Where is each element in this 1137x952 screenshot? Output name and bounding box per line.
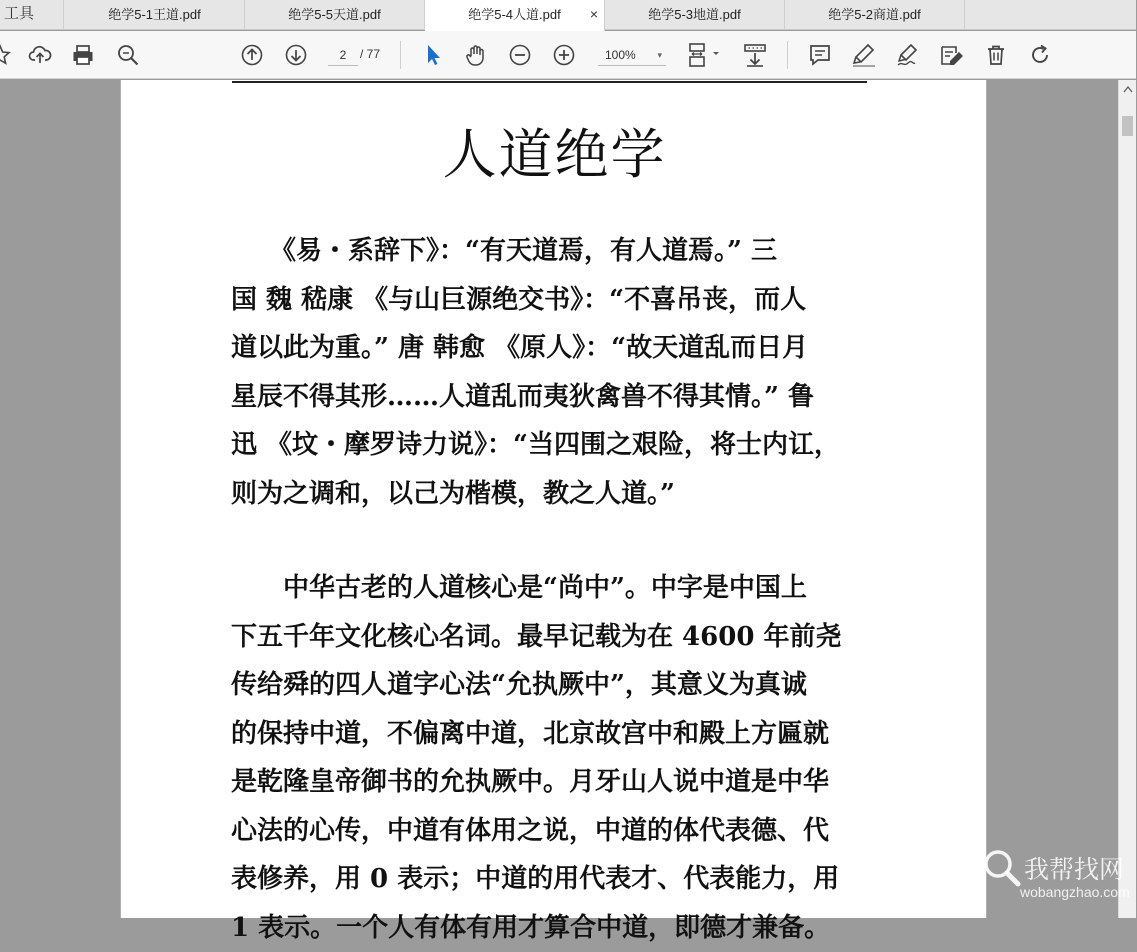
tab-label: 绝学5-5天道.pdf xyxy=(288,7,380,22)
text-line: 是乾隆皇帝御书的允执厥中。月牙山人说中道是中华 xyxy=(231,758,871,807)
document-title: 人道绝学 xyxy=(121,112,988,189)
zoom-value: 100% xyxy=(605,48,636,62)
page-up-icon[interactable] xyxy=(238,41,266,69)
fit-page-icon[interactable] xyxy=(686,41,722,69)
page-down-icon[interactable] xyxy=(282,41,310,69)
site-watermark xyxy=(982,848,1132,910)
tab-document-2[interactable] xyxy=(245,0,425,30)
tab-document-1[interactable] xyxy=(65,0,245,30)
magnifier-logo-icon xyxy=(982,848,1022,888)
tab-document-3-active[interactable] xyxy=(425,0,605,31)
scrollbar-thumb[interactable] xyxy=(1122,116,1133,136)
text-line: 《易・系辞下》：“有天道焉，有人道焉。” 三 xyxy=(231,227,871,276)
select-pointer-icon[interactable] xyxy=(419,41,447,69)
print-icon[interactable] xyxy=(69,41,97,69)
zoom-in-icon[interactable] xyxy=(550,41,578,69)
tab-label: 绝学5-2商道.pdf xyxy=(828,7,920,22)
close-tab-icon[interactable]: × xyxy=(590,0,598,29)
text-line: 则为之调和，以己为楷模，教之人道。” xyxy=(231,470,871,519)
chevron-down-icon: ▾ xyxy=(657,44,662,66)
text-line: 星辰不得其形……人道乱而夷狄禽兽不得其情。” 鲁 xyxy=(231,373,871,422)
text-line: 表修养，用 0 表示；中道的用代表才、代表能力，用 xyxy=(231,855,871,904)
text-line: 中华古老的人道核心是“尚中”。中字是中国上 xyxy=(231,564,871,613)
watermark-url: wobangzhao.com xyxy=(1020,884,1130,900)
tab-bar xyxy=(0,0,1136,30)
zoom-out-icon[interactable] xyxy=(506,41,534,69)
delete-icon[interactable] xyxy=(982,41,1010,69)
text-line: 国 魏 嵇康 《与山巨源绝交书》：“不喜吊丧，而人 xyxy=(231,276,871,325)
scroll-up-icon[interactable] xyxy=(1119,80,1137,98)
toolbar-divider xyxy=(400,41,401,69)
tools-tab[interactable]: 工具 xyxy=(0,0,64,30)
page-total: / 77 xyxy=(360,47,380,61)
text-line: 的保持中道，不偏离中道，北京故宫中和殿上方匾就 xyxy=(231,710,871,759)
tab-label: 绝学5-4人道.pdf xyxy=(468,7,560,22)
tab-label: 绝学5-3地道.pdf xyxy=(648,7,740,22)
zoom-select[interactable] xyxy=(598,44,666,66)
text-line: 下五千年文化核心名词。最早记载为在 4600 年前尧 xyxy=(231,613,871,662)
text-line: 道以此为重。” 唐 韩愈 《原人》：“故天道乱而日月 xyxy=(231,324,871,373)
page-number-input[interactable] xyxy=(328,44,358,66)
upload-icon[interactable] xyxy=(26,41,54,69)
text-line: 1 表示。一个人有体有用才算合中道，即德才兼备。 xyxy=(231,904,871,952)
comment-icon[interactable] xyxy=(806,41,834,69)
watermark-text: 我帮找网 xyxy=(1024,850,1124,886)
search-icon[interactable] xyxy=(114,41,142,69)
scroll-mode-icon[interactable] xyxy=(741,41,769,69)
document-viewport[interactable] xyxy=(0,80,1118,918)
tab-document-5[interactable] xyxy=(785,0,965,30)
vertical-scrollbar[interactable] xyxy=(1118,80,1136,918)
hand-icon[interactable] xyxy=(462,41,490,69)
tab-label: 绝学5-1王道.pdf xyxy=(108,7,200,22)
paragraph-2 xyxy=(231,564,871,952)
tab-document-4[interactable] xyxy=(605,0,785,30)
toolbar-divider xyxy=(787,41,788,69)
pdf-page xyxy=(120,80,987,918)
star-icon[interactable] xyxy=(0,41,14,69)
text-line: 迅 《坟・摩罗诗力说》：“当四围之艰险，将士内讧， xyxy=(231,421,871,470)
edit-icon[interactable] xyxy=(938,41,966,69)
highlight-icon[interactable] xyxy=(850,41,878,69)
header-rule xyxy=(232,81,867,83)
rotate-icon[interactable] xyxy=(1026,41,1054,69)
sign-icon[interactable] xyxy=(894,41,922,69)
paragraph-1 xyxy=(231,227,871,518)
toolbar xyxy=(0,31,1136,79)
text-line: 心法的心传，中道有体用之说，中道的体代表德、代 xyxy=(231,807,871,856)
text-line: 传给舜的四人道字心法“允执厥中”，其意义为真诚 xyxy=(231,661,871,710)
